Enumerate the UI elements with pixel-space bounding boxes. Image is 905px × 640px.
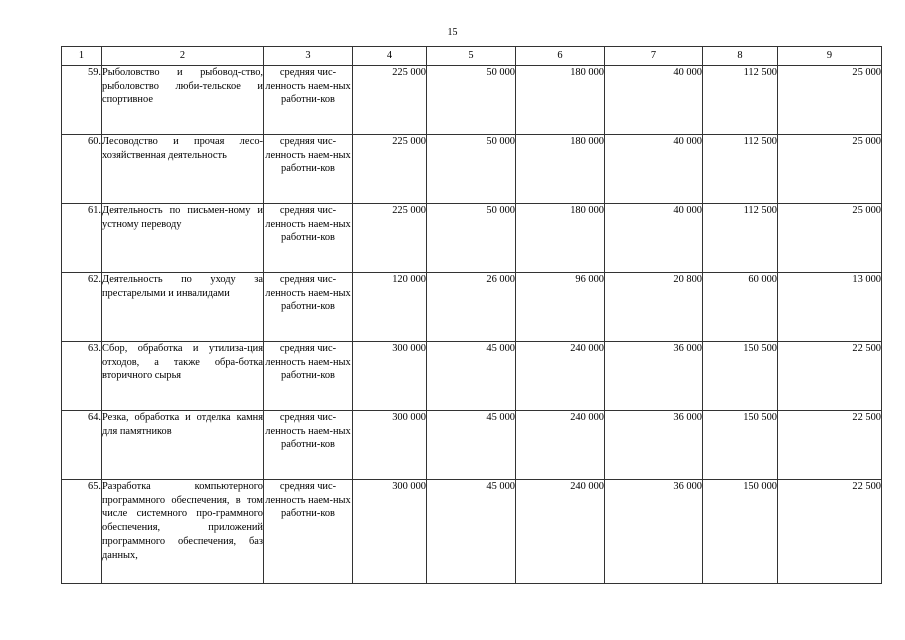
value-cell: 36 000 bbox=[605, 480, 703, 584]
value-cell: 45 000 bbox=[427, 411, 516, 480]
table-row bbox=[62, 411, 882, 480]
value-cell: 150 500 bbox=[703, 411, 778, 480]
column-header: 3 bbox=[264, 47, 353, 66]
value-cell: 112 500 bbox=[703, 66, 778, 135]
value-cell: 225 000 bbox=[353, 66, 427, 135]
value-cell: 112 500 bbox=[703, 135, 778, 204]
indicator: средняя чис-ленность наем-ных работни-ков bbox=[264, 135, 353, 204]
table-row bbox=[62, 273, 882, 342]
indicator: средняя чис-ленность наем-ных работни-ков bbox=[264, 204, 353, 273]
value-cell: 60 000 bbox=[703, 273, 778, 342]
value-cell: 112 500 bbox=[703, 204, 778, 273]
value-cell: 22 500 bbox=[778, 480, 882, 584]
page-number: 15 bbox=[447, 27, 458, 38]
column-header: 8 bbox=[703, 47, 778, 66]
data-table bbox=[61, 46, 882, 584]
row-number: 65. bbox=[62, 480, 102, 584]
column-header: 7 bbox=[605, 47, 703, 66]
row-number: 64. bbox=[62, 411, 102, 480]
value-cell: 36 000 bbox=[605, 411, 703, 480]
value-cell: 50 000 bbox=[427, 66, 516, 135]
value-cell: 150 500 bbox=[703, 342, 778, 411]
value-cell: 300 000 bbox=[353, 342, 427, 411]
value-cell: 25 000 bbox=[778, 135, 882, 204]
value-cell: 25 000 bbox=[778, 66, 882, 135]
indicator: средняя чис-ленность наем-ных работни-ков bbox=[264, 66, 353, 135]
activity-name: Сбор, обработка и утилиза-ция отходов, а также обра-ботка вторичного сырья bbox=[102, 342, 264, 411]
column-header: 5 bbox=[427, 47, 516, 66]
indicator: средняя чис-ленность наем-ных работни-ков bbox=[264, 411, 353, 480]
value-cell: 300 000 bbox=[353, 480, 427, 584]
value-cell: 26 000 bbox=[427, 273, 516, 342]
row-number: 60. bbox=[62, 135, 102, 204]
value-cell: 50 000 bbox=[427, 204, 516, 273]
value-cell: 25 000 bbox=[778, 204, 882, 273]
table-row bbox=[62, 135, 882, 204]
row-number: 63. bbox=[62, 342, 102, 411]
column-header: 2 bbox=[102, 47, 264, 66]
value-cell: 225 000 bbox=[353, 204, 427, 273]
row-number: 59. bbox=[62, 66, 102, 135]
value-cell: 22 500 bbox=[778, 342, 882, 411]
column-header: 4 bbox=[353, 47, 427, 66]
value-cell: 40 000 bbox=[605, 135, 703, 204]
value-cell: 150 000 bbox=[703, 480, 778, 584]
value-cell: 50 000 bbox=[427, 135, 516, 204]
value-cell: 45 000 bbox=[427, 342, 516, 411]
value-cell: 180 000 bbox=[516, 204, 605, 273]
value-cell: 20 800 bbox=[605, 273, 703, 342]
indicator: средняя чис-ленность наем-ных работни-ков bbox=[264, 273, 353, 342]
row-number: 61. bbox=[62, 204, 102, 273]
indicator: средняя чис-ленность наем-ных работни-ков bbox=[264, 342, 353, 411]
column-header: 1 bbox=[62, 47, 102, 66]
value-cell: 45 000 bbox=[427, 480, 516, 584]
column-header: 9 bbox=[778, 47, 882, 66]
table-row bbox=[62, 342, 882, 411]
activity-name: Резка, обработка и отделка камня для памятников bbox=[102, 411, 264, 480]
column-header: 6 bbox=[516, 47, 605, 66]
activity-name: Рыболовство и рыбовод-ство, рыболовство люби-тельское и спортивное bbox=[102, 66, 264, 135]
value-cell: 40 000 bbox=[605, 66, 703, 135]
value-cell: 225 000 bbox=[353, 135, 427, 204]
value-cell: 180 000 bbox=[516, 66, 605, 135]
value-cell: 240 000 bbox=[516, 411, 605, 480]
value-cell: 40 000 bbox=[605, 204, 703, 273]
table-row bbox=[62, 204, 882, 273]
value-cell: 96 000 bbox=[516, 273, 605, 342]
header-row bbox=[62, 47, 882, 66]
table-row bbox=[62, 66, 882, 135]
value-cell: 240 000 bbox=[516, 480, 605, 584]
activity-name: Разработка компьютерного программного обеспечения, в том числе системного про-граммного обеспечения, приложений программного обеспечения, баз данных, bbox=[102, 480, 264, 584]
table-row bbox=[62, 480, 882, 584]
value-cell: 240 000 bbox=[516, 342, 605, 411]
value-cell: 300 000 bbox=[353, 411, 427, 480]
value-cell: 22 500 bbox=[778, 411, 882, 480]
value-cell: 13 000 bbox=[778, 273, 882, 342]
value-cell: 36 000 bbox=[605, 342, 703, 411]
value-cell: 180 000 bbox=[516, 135, 605, 204]
activity-name: Лесоводство и прочая лесо-хозяйственная деятельность bbox=[102, 135, 264, 204]
value-cell: 120 000 bbox=[353, 273, 427, 342]
activity-name: Деятельность по письмен-ному и устному переводу bbox=[102, 204, 264, 273]
indicator: средняя чис-ленность наем-ных работни-ков bbox=[264, 480, 353, 584]
row-number: 62. bbox=[62, 273, 102, 342]
activity-name: Деятельность по уходу за престарелыми и инвалидами bbox=[102, 273, 264, 342]
